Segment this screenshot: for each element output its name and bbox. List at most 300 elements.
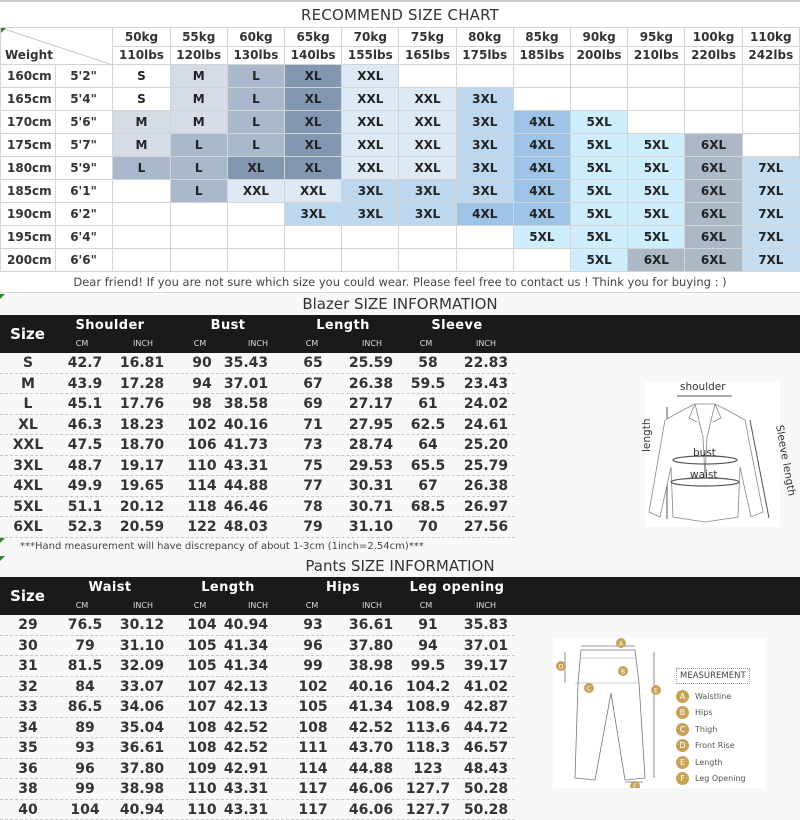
recommended-size-cell: S	[113, 65, 170, 88]
size-row	[0, 456, 515, 477]
recommended-size-cell	[685, 65, 742, 88]
recommended-size-cell	[227, 249, 284, 272]
size-row	[0, 374, 515, 395]
measurement-value: 28.74	[348, 437, 394, 453]
column-group-header: Hips	[326, 580, 360, 595]
height-row	[1, 157, 800, 180]
measurement-value: 70	[418, 519, 438, 535]
pants-size-section	[0, 556, 800, 820]
weight-lbs-header: 210lbs	[628, 46, 685, 65]
weight-kg-header: 65kg	[285, 28, 342, 47]
measurement-value: 40.16	[348, 678, 394, 695]
measurement-value: 42.52	[348, 719, 394, 736]
recommended-size-cell	[113, 226, 170, 249]
measurement-value: 96	[303, 637, 323, 654]
measurement-value: 105	[187, 637, 217, 654]
recommended-size-cell: 5XL	[628, 157, 685, 180]
recommended-size-cell	[342, 226, 399, 249]
measurement-value: 61	[418, 396, 438, 412]
legend-badge-icon: B	[676, 706, 689, 719]
measurement-value: 68.5	[410, 498, 446, 515]
legend-label: Thigh	[695, 724, 718, 734]
measurement-value: 31.10	[348, 519, 394, 535]
size-label: XXL	[12, 437, 44, 453]
height-ft-cell: 5'2"	[56, 65, 113, 88]
size-row	[0, 394, 515, 415]
measurement-value: 104	[70, 801, 100, 818]
measurement-value: 19.65	[119, 478, 165, 494]
recommended-size-cell: L	[227, 134, 284, 157]
size-chart-footer-note: Dear friend! If you are not sure which size you could wear. Please feel free to contact us ! Think you for buying : )	[0, 272, 800, 293]
weight-kg-row	[1, 28, 800, 47]
recommend-size-chart	[0, 0, 800, 293]
unit-cm-header: CM	[75, 339, 89, 348]
recommended-size-cell: XXL	[399, 111, 456, 134]
recommended-size-cell	[399, 226, 456, 249]
size-row	[0, 800, 515, 820]
recommended-size-cell	[628, 88, 685, 111]
measurement-value: 20.12	[119, 498, 165, 515]
recommended-size-cell: XXL	[227, 180, 284, 203]
size-label: 34	[18, 719, 38, 736]
recommended-size-cell: 7XL	[742, 203, 799, 226]
recommended-size-cell: 3XL	[342, 180, 399, 203]
size-row	[0, 435, 515, 456]
measurement-value: 49.9	[67, 478, 103, 494]
measurement-value: 107	[187, 699, 217, 715]
measurement-value: 17.28	[119, 375, 165, 392]
weight-corner-header	[1, 28, 113, 65]
measurement-value: 26.38	[463, 478, 509, 494]
recommended-size-cell	[456, 249, 513, 272]
measurement-value: 73	[303, 437, 323, 453]
height-cm-cell: 200cm	[1, 249, 56, 272]
measurement-value: 65.5	[410, 457, 446, 474]
recommended-size-cell: 3XL	[285, 203, 342, 226]
recommended-size-cell	[742, 134, 799, 157]
measurement-value: 42.87	[463, 699, 509, 715]
measurement-value: 27.95	[348, 416, 394, 433]
recommended-size-cell	[113, 249, 170, 272]
weight-lbs-header: 200lbs	[571, 46, 628, 65]
recommended-size-cell: M	[113, 111, 170, 134]
measurement-value: 41.34	[223, 637, 269, 654]
measurement-value: 102	[187, 416, 217, 433]
recommended-size-cell: 5XL	[628, 203, 685, 226]
measurement-legend-title: MEASUREMENT	[676, 668, 750, 684]
weight-lbs-header: 175lbs	[456, 46, 513, 65]
unit-inch-header: INCH	[476, 339, 496, 348]
recommended-size-cell: 5XL	[571, 111, 628, 134]
size-row	[0, 779, 515, 800]
measurement-value: 93	[75, 740, 95, 756]
recommended-size-cell: XXL	[399, 157, 456, 180]
measurement-value: 25.59	[348, 355, 394, 371]
recommended-size-cell	[113, 203, 170, 226]
size-row	[0, 738, 515, 759]
recommended-size-cell	[227, 226, 284, 249]
recommended-size-cell	[342, 249, 399, 272]
recommended-size-cell: 5XL	[571, 134, 628, 157]
measurement-value: 99.5	[410, 658, 446, 674]
recommended-size-cell	[285, 226, 342, 249]
measurement-value: 19.17	[119, 457, 165, 474]
recommended-size-cell: XL	[285, 134, 342, 157]
measurement-value: 35.83	[463, 617, 509, 633]
pants-table-header	[0, 577, 800, 615]
recommended-size-cell	[170, 226, 227, 249]
measurement-value: 79	[303, 519, 323, 535]
height-ft-cell: 6'6"	[56, 249, 113, 272]
recommended-size-cell	[399, 65, 456, 88]
weight-kg-header: 75kg	[399, 28, 456, 47]
recommended-size-cell: M	[170, 65, 227, 88]
recommended-size-cell: L	[170, 134, 227, 157]
measurement-legend	[676, 663, 750, 787]
weight-lbs-header: 110lbs	[113, 46, 170, 65]
legend-item	[676, 688, 750, 705]
recommended-size-cell	[513, 65, 570, 88]
recommended-size-cell: 6XL	[685, 226, 742, 249]
weight-lbs-row	[1, 46, 800, 65]
unit-cm-header: CM	[193, 339, 207, 348]
unit-inch-header: INCH	[248, 601, 268, 610]
recommended-size-cell: 5XL	[571, 249, 628, 272]
height-row	[1, 134, 800, 157]
recommended-size-cell: XXL	[342, 88, 399, 111]
measurement-value: 79	[75, 637, 95, 654]
measurement-value: 127.7	[405, 781, 451, 797]
measurement-value: 42.7	[67, 355, 103, 371]
measurement-value: 107	[187, 678, 217, 695]
size-label: L	[23, 396, 33, 412]
measurement-value: 20.59	[119, 519, 165, 535]
recommended-size-cell: M	[170, 111, 227, 134]
measurement-value: 45.1	[67, 396, 103, 412]
measurement-value: 43.9	[67, 375, 103, 392]
svg-text:B: B	[620, 668, 626, 676]
measurement-value: 41.02	[463, 678, 509, 695]
size-label: 36	[18, 760, 38, 777]
height-ft-cell: 5'7"	[56, 134, 113, 157]
measurement-value: 41.34	[348, 699, 394, 715]
recommended-size-cell: 7XL	[742, 226, 799, 249]
measurement-value: 38.98	[119, 781, 165, 797]
recommended-size-cell: 4XL	[513, 180, 570, 203]
measurement-value: 44.88	[223, 478, 269, 494]
measurement-value: 38.98	[348, 658, 394, 674]
svg-text:A: A	[618, 640, 624, 648]
measurement-value: 114	[187, 478, 217, 494]
recommended-size-cell: M	[170, 88, 227, 111]
measurement-value: 122	[187, 519, 217, 535]
measurement-value: 44.88	[348, 760, 394, 777]
measurement-value: 30.31	[348, 478, 394, 494]
measurement-value: 37.01	[463, 637, 509, 654]
measurement-value: 111	[298, 740, 328, 756]
recommended-size-cell: M	[113, 134, 170, 157]
measurement-value: 16.81	[119, 355, 165, 371]
unit-inch-header: INCH	[362, 601, 382, 610]
measurement-value: 31.10	[119, 637, 165, 654]
recommended-size-cell	[571, 88, 628, 111]
recommended-size-cell: 5XL	[513, 226, 570, 249]
unit-inch-header: INCH	[476, 601, 496, 610]
height-cm-cell: 170cm	[1, 111, 56, 134]
recommended-size-cell: 6XL	[685, 203, 742, 226]
measurement-value: 42.52	[223, 719, 269, 736]
legend-badge-icon: D	[676, 739, 689, 752]
size-chart-table	[0, 27, 800, 272]
weight-lbs-header: 120lbs	[170, 46, 227, 65]
recommended-size-cell: XL	[285, 88, 342, 111]
recommended-size-cell: XXL	[342, 111, 399, 134]
weight-kg-header: 100kg	[685, 28, 742, 47]
unit-cm-header: CM	[193, 601, 207, 610]
measurement-value: 39.17	[463, 658, 509, 674]
measurement-value: 117	[298, 801, 328, 818]
size-row	[0, 476, 515, 497]
unit-inch-header: INCH	[133, 339, 153, 348]
recommended-size-cell	[513, 88, 570, 111]
recommended-size-cell: XXL	[285, 180, 342, 203]
measurement-value: 37.80	[119, 760, 165, 777]
measurement-value: 64	[418, 437, 438, 453]
measurement-value: 25.20	[463, 437, 509, 453]
blazer-section-title: Blazer SIZE INFORMATION	[0, 294, 800, 315]
recommended-size-cell	[456, 65, 513, 88]
height-row	[1, 249, 800, 272]
recommended-size-cell	[742, 88, 799, 111]
recommended-size-cell	[742, 111, 799, 134]
measurement-value: 43.31	[223, 457, 269, 474]
height-ft-cell: 6'1"	[56, 180, 113, 203]
unit-inch-header: INCH	[248, 339, 268, 348]
recommended-size-cell: 5XL	[628, 226, 685, 249]
measurement-value: 40.16	[223, 416, 269, 433]
measurement-value: 26.38	[348, 375, 394, 392]
recommended-size-cell: 6XL	[628, 249, 685, 272]
size-row	[0, 656, 515, 677]
diagram-label-waist: waist	[690, 469, 718, 481]
recommended-size-cell: 6XL	[685, 180, 742, 203]
measurement-value: 71	[303, 416, 323, 433]
recommended-size-cell: L	[227, 65, 284, 88]
weight-lbs-header: 155lbs	[342, 46, 399, 65]
size-row	[0, 517, 515, 538]
size-label: XL	[18, 416, 38, 433]
measurement-value: 109	[187, 760, 217, 777]
recommended-size-cell	[285, 249, 342, 272]
height-cm-cell: 165cm	[1, 88, 56, 111]
blazer-measurement-diagram	[641, 381, 798, 527]
recommended-size-cell	[113, 180, 170, 203]
size-label: 31	[18, 658, 38, 674]
measurement-value: 23.43	[463, 375, 509, 392]
recommended-size-cell	[685, 88, 742, 111]
svg-text:E: E	[654, 687, 658, 695]
measurement-value: 42.13	[223, 678, 269, 695]
measurement-value: 38.58	[223, 396, 269, 412]
weight-lbs-header: 185lbs	[513, 46, 570, 65]
size-label: 30	[18, 637, 38, 654]
svg-text:D: D	[558, 663, 564, 671]
measurement-value: 99	[303, 658, 323, 674]
measurement-value: 36.61	[119, 740, 165, 756]
measurement-value: 40.94	[119, 801, 165, 818]
recommended-size-cell: XL	[285, 65, 342, 88]
measurement-value: 29.53	[348, 457, 394, 474]
measurement-value: 42.52	[223, 740, 269, 756]
recommended-size-cell: 3XL	[456, 134, 513, 157]
size-row	[0, 353, 515, 374]
weight-label: Weight	[5, 48, 53, 62]
diagram-label-length: length	[641, 418, 653, 452]
recommended-size-cell: 3XL	[456, 111, 513, 134]
recommended-size-cell: 7XL	[742, 157, 799, 180]
measurement-value: 89	[75, 719, 95, 736]
measurement-value: 41.73	[223, 437, 269, 453]
measurement-value: 50.28	[463, 781, 509, 797]
measurement-value: 25.79	[463, 457, 509, 474]
measurement-value: 94	[418, 637, 438, 654]
measurement-value: 30.71	[348, 498, 394, 515]
size-row	[0, 415, 515, 436]
recommended-size-cell: 5XL	[571, 157, 628, 180]
measurement-value: 113.6	[405, 719, 451, 736]
size-label: 40	[18, 801, 38, 818]
recommended-size-cell: L	[227, 88, 284, 111]
recommended-size-cell	[628, 111, 685, 134]
measurement-value: 41.34	[223, 658, 269, 674]
measurement-value: 52.3	[67, 519, 103, 535]
measurement-value: 34.06	[119, 699, 165, 715]
recommended-size-cell: 4XL	[513, 134, 570, 157]
cell-marker-icon	[0, 556, 5, 561]
measurement-value: 37.01	[223, 375, 269, 392]
size-column-header: Size	[10, 587, 45, 605]
recommended-size-cell: 4XL	[513, 203, 570, 226]
measurement-value: 47.5	[67, 437, 103, 453]
height-ft-cell: 5'9"	[56, 157, 113, 180]
cell-marker-icon	[0, 538, 5, 543]
measurement-value: 67	[303, 375, 323, 392]
unit-cm-header: CM	[75, 601, 89, 610]
recommended-size-cell: XL	[227, 157, 284, 180]
recommended-size-cell	[456, 226, 513, 249]
weight-lbs-header: 165lbs	[399, 46, 456, 65]
column-group-header: Bust	[210, 318, 246, 333]
legend-label: Length	[695, 757, 723, 767]
unit-inch-header: INCH	[362, 339, 382, 348]
recommended-size-cell: S	[113, 88, 170, 111]
measurement-value: 117	[298, 781, 328, 797]
svg-text:C: C	[586, 685, 592, 693]
size-label: 3XL	[13, 457, 43, 474]
recommended-size-cell: XXL	[399, 134, 456, 157]
measurement-value: 110	[187, 781, 217, 797]
column-group-header: Length	[201, 580, 255, 595]
measurement-value: 43.31	[223, 801, 269, 818]
column-group-header: Sleeve	[431, 318, 483, 333]
height-cm-cell: 185cm	[1, 180, 56, 203]
size-column-header: Size	[10, 325, 45, 343]
measurement-value: 35.43	[223, 355, 269, 371]
measurement-value: 114	[298, 760, 328, 777]
measurement-value: 24.61	[463, 416, 509, 433]
size-row	[0, 615, 515, 636]
measurement-value: 46.46	[223, 498, 269, 515]
measurement-value: 65	[303, 355, 323, 371]
column-group-header: Leg opening	[409, 580, 505, 595]
weight-lbs-header: 220lbs	[685, 46, 742, 65]
measurement-value: 51.1	[67, 498, 103, 515]
recommended-size-cell: 7XL	[742, 249, 799, 272]
measurement-value: 32.09	[119, 658, 165, 674]
measurement-value: 99	[75, 781, 95, 797]
height-ft-cell: 6'2"	[56, 203, 113, 226]
blazer-measurement-note: ***Hand measurement will have discrepancy of about 1-3cm (1inch=2.54cm)***	[20, 540, 424, 552]
measurement-value: 46.06	[348, 801, 394, 818]
unit-cm-header: CM	[305, 601, 319, 610]
recommended-size-cell: XXL	[342, 65, 399, 88]
legend-item	[676, 721, 750, 738]
weight-kg-header: 95kg	[628, 28, 685, 47]
weight-lbs-header: 140lbs	[285, 46, 342, 65]
recommended-size-cell: 5XL	[571, 180, 628, 203]
weight-lbs-header: 130lbs	[227, 46, 284, 65]
legend-badge-icon: A	[676, 690, 689, 703]
legend-badge-icon: F	[676, 772, 689, 785]
unit-cm-header: CM	[305, 339, 319, 348]
measurement-value: 118	[187, 498, 217, 515]
measurement-value: 84	[75, 678, 95, 695]
recommended-size-cell: 3XL	[456, 88, 513, 111]
unit-cm-header: CM	[419, 339, 433, 348]
measurement-value: 108	[187, 740, 217, 756]
pants-measurement-diagram	[553, 638, 766, 788]
size-label: 33	[18, 699, 38, 715]
measurement-value: 108	[187, 719, 217, 736]
recommended-size-cell	[227, 203, 284, 226]
size-row	[0, 636, 515, 657]
recommended-size-cell: 3XL	[399, 180, 456, 203]
cell-marker-icon	[0, 294, 5, 299]
height-cm-cell: 160cm	[1, 65, 56, 88]
recommended-size-cell: 4XL	[456, 203, 513, 226]
column-group-header: Waist	[88, 580, 132, 595]
height-row	[1, 203, 800, 226]
legend-item	[676, 754, 750, 771]
recommended-size-cell	[571, 65, 628, 88]
diagram-label-bust: bust	[693, 447, 716, 459]
svg-text:F: F	[633, 783, 637, 788]
measurement-value: 44.72	[463, 719, 509, 736]
recommended-size-cell	[513, 249, 570, 272]
pants-table-body	[0, 615, 515, 820]
recommended-size-cell	[685, 111, 742, 134]
recommended-size-cell: 6XL	[685, 134, 742, 157]
recommended-size-cell	[628, 65, 685, 88]
measurement-value: 37.80	[348, 637, 394, 654]
measurement-value: 110	[187, 457, 217, 474]
measurement-value: 102	[298, 678, 328, 695]
size-label: 32	[18, 678, 38, 695]
legend-item	[676, 705, 750, 722]
measurement-value: 27.17	[348, 396, 394, 412]
measurement-value: 81.5	[67, 658, 103, 674]
measurement-value: 67	[418, 478, 438, 494]
